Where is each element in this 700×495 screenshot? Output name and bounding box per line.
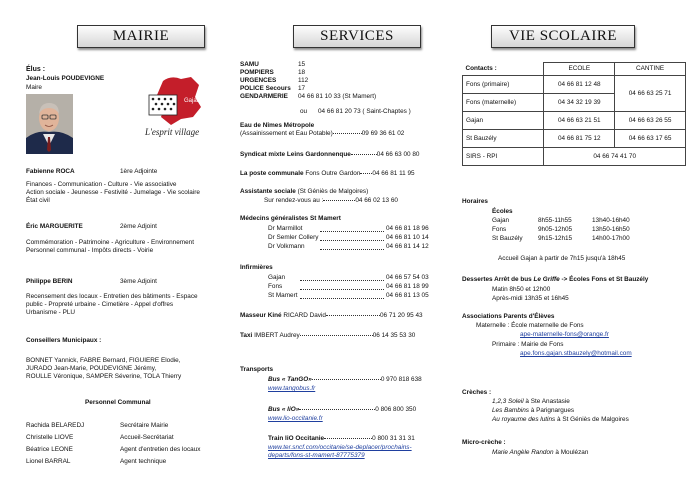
horaire-pm: 13h50-16h50	[592, 226, 630, 233]
transports-title: Transports	[240, 366, 274, 373]
table-row	[463, 76, 686, 94]
kine-label: Masseur Kiné	[240, 312, 282, 319]
creche-location: à Parignargues	[530, 407, 575, 414]
emergency-number: 04 66 81 10 33 (St Mamert)	[298, 93, 377, 100]
adj3-role: 3ème Adjoint	[120, 278, 157, 285]
personnel-role: Agent d'entretien des locaux	[120, 446, 201, 453]
train-url[interactable]: www.ter.sncf.com/occitanie/se-deplacer/prochains-	[268, 444, 412, 451]
infirmiere-name: St Mamert	[268, 292, 298, 299]
gendarmerie-number-2: 04 66 81 20 73 ( Saint-Chaptes )	[318, 108, 411, 115]
medecin-name: Dr Marmillot	[268, 225, 303, 232]
ecoles-title: Écoles	[492, 208, 513, 215]
maire-name: Jean-Louis POUDEVIGNE	[26, 75, 105, 82]
emergency-number: 112	[298, 77, 309, 84]
creche-name: Au royaume des lutins	[492, 416, 556, 423]
parents-maternelle: Maternelle : École maternelle de Fons	[476, 322, 584, 329]
dessertes-title	[462, 276, 648, 284]
ecole-number: 04 66 81 12 48	[544, 76, 615, 94]
horaires-title: Horaires	[462, 198, 488, 205]
eau-number: 09 69 36 61 02	[361, 130, 405, 137]
emergency-label: POLICE Secours	[240, 85, 291, 92]
adj3-duty: Recensement des locaux - Entretien des bâtiments - Espace	[26, 293, 198, 300]
emergency-number: 17	[298, 85, 306, 92]
creche-3	[492, 416, 629, 424]
medecin-number: 04 66 81 18 96	[386, 225, 429, 232]
micro-creche-title: Micro-crèche :	[462, 439, 506, 446]
personnel-role: Agent technique	[120, 458, 167, 465]
train-label: Train liO Occitanie	[268, 435, 325, 442]
assistante-row	[240, 188, 368, 196]
taxi-label: Taxi	[240, 332, 253, 339]
table-row	[463, 130, 686, 148]
bus1-label: Bus « TanGO»	[268, 376, 312, 383]
assistante-label: Assistante sociale	[240, 188, 296, 195]
poste-row	[240, 170, 415, 178]
emergency-number: 18	[298, 69, 306, 76]
medecins-title: Médecins généralistes St Mamert	[240, 215, 341, 222]
syndicat-label: Syndicat mixte Leins Gardonnenque	[240, 151, 351, 158]
personnel-title: Personnel Communal	[85, 399, 151, 406]
bus1-number: 0 970 818 638	[380, 376, 422, 383]
adj2-name: Éric MARGUERITE	[26, 223, 83, 230]
conseillers-line: JURADO Jean-Marie, POUDEVIGNE Jérémy,	[26, 365, 157, 372]
kine-row	[240, 312, 423, 320]
contacts-title: Contacts :	[463, 63, 544, 76]
medecin-number: 04 66 81 14 12	[386, 243, 429, 250]
horaire-place: Fons	[492, 226, 507, 233]
fons-cantine-number: 04 66 63 25 71	[615, 76, 686, 112]
dessertes-apres-midi: Après-midi 13h35 et 16h45	[492, 295, 569, 302]
kine-number: 06 71 20 95 43	[379, 312, 423, 319]
horaire-am: 9h05-12h05	[538, 226, 573, 233]
infirmiere-number: 04 66 81 18 99	[386, 283, 429, 290]
poste-sub: Fons Outre Gardon	[305, 170, 361, 177]
personnel-name: Christelle LIOVE	[26, 434, 74, 441]
table-header-row	[463, 63, 686, 76]
poste-number: 04 66 81 11 95	[372, 170, 415, 177]
maire-role: Maire	[26, 84, 42, 91]
medecin-row	[268, 225, 302, 233]
syndicat-row	[240, 151, 419, 159]
medecin-number: 04 66 81 10 14	[386, 234, 429, 241]
personnel-name: Béatrice LEONE	[26, 446, 73, 453]
medecin-name: Dr Volkmann	[268, 243, 305, 250]
emergency-label: GENDARMERIE	[240, 93, 288, 100]
creche-location: à St Géniès de Malgoires	[557, 416, 629, 423]
emergency-number: 15	[298, 61, 306, 68]
creche-2	[492, 407, 574, 415]
ecole-number: 04 66 63 21 51	[544, 112, 615, 130]
personnel-role: Secrétaire Mairie	[120, 422, 169, 429]
eau-label	[240, 130, 404, 138]
row-label: Fons (maternelle)	[463, 94, 544, 112]
bus2-row	[268, 406, 416, 414]
bus2-label: Bus « liO»	[268, 406, 300, 413]
emergency-label: SAMU	[240, 61, 259, 68]
table-row	[463, 112, 686, 130]
horaire-pm: 13h40-16h40	[592, 217, 630, 224]
row-label: Fons (primaire)	[463, 76, 544, 94]
creche-name: 1,2,3 Soleil	[492, 398, 524, 405]
accueil-text: Accueil Gajan à partir de 7h15 jusqu'à 18h45	[498, 255, 626, 262]
poste-label: La poste communale	[240, 170, 304, 177]
infirmiere-name: Gajan	[268, 274, 286, 281]
ecole-number: 04 66 81 75 12	[544, 130, 615, 148]
medecin-name: Dr Semler Collery	[268, 234, 319, 241]
horaire-place: Gajan	[492, 217, 510, 224]
elus-title: Élus :	[26, 66, 46, 73]
table-row	[463, 148, 686, 166]
parents-title: Associations Parents d'Élèves	[462, 313, 555, 320]
mairie-header: MAIRIE	[77, 25, 205, 48]
parents-maternelle-email[interactable]: ape-maternelle-fons@orange.fr	[520, 331, 609, 338]
cantine-number: 04 66 63 17 65	[615, 130, 686, 148]
taxi-name: IMBERT Audrey	[254, 332, 300, 339]
horaire-am: 8h55-11h55	[538, 217, 572, 224]
eau-sub: (Assainissement et Eau Potable)	[240, 130, 333, 137]
horaire-am: 9h15-12h15	[538, 235, 573, 242]
assistante-number: 04 66 02 13 60	[355, 197, 398, 204]
adj1-duty: Finances - Communication - Culture - Vie associative	[26, 181, 177, 188]
adj1-name: Fabienne ROCA	[26, 168, 75, 175]
medecin-row	[268, 234, 318, 242]
dessertes-b: Le Griffe	[533, 276, 560, 283]
maire-photo	[26, 94, 73, 154]
adj2-role: 2ème Adjoint	[120, 223, 157, 230]
parents-primaire-email[interactable]: ape.fons.gajan.stbauzely@hotmail.com	[520, 350, 632, 357]
taxi-row	[240, 332, 415, 340]
bus2-number: 0 806 800 350	[375, 406, 417, 413]
gajan-logo	[143, 73, 213, 143]
taxi-number: 06 14 35 53 30	[372, 332, 416, 339]
assistante-sub: (St Géniès de Malgoires)	[297, 188, 369, 195]
logo-slogan: L'esprit village	[145, 127, 200, 137]
creche-location: à Ste Anastasie	[525, 398, 570, 405]
kine-name: RICARD David	[283, 312, 326, 319]
infirmiere-number: 04 66 81 13 05	[386, 292, 429, 299]
horaire-place: St Bauzély	[492, 235, 523, 242]
creche-1	[492, 398, 570, 406]
row-label: Gajan	[463, 112, 544, 130]
services-header: SERVICES	[293, 25, 421, 48]
bus2-url[interactable]: www.lio-occitanie.fr	[268, 415, 323, 422]
dessertes-a: Dessertes Arrêt de bus	[462, 276, 532, 283]
creches-title: Crèches :	[462, 389, 492, 396]
sirs-number: 04 66 74 41 70	[544, 148, 686, 166]
adj2-duty: Personnel communal - Impôts directs - Voirie	[26, 247, 154, 254]
gendarmerie-or: ou	[300, 108, 308, 115]
personnel-name: Rachida BELAREDJ	[26, 422, 85, 429]
infirmiere-number: 04 66 57 54 03	[386, 274, 429, 281]
micro-creche-name: Marie Angèle Randon	[492, 449, 554, 456]
train-number: 0 800 31 31 31	[372, 435, 415, 442]
conseillers-line: BONNET Yannick, FABRE Bernard, FIGUIERE Elodie,	[26, 357, 181, 364]
col-ecole: ECOLE	[544, 63, 615, 76]
row-label: St Bauzély	[463, 130, 544, 148]
micro-creche	[492, 449, 588, 457]
syndicat-number: 04 66 63 00 80	[376, 151, 420, 158]
bus1-row	[268, 376, 422, 384]
medecin-row	[268, 243, 305, 251]
infirmieres-title: Infirmières	[240, 264, 273, 271]
col-cantine: CANTINE	[615, 63, 686, 76]
ecole-number: 04 34 32 19 39	[544, 94, 615, 112]
parents-primaire: Primaire : Mairie de Fons	[492, 341, 564, 348]
adj1-duty: Action sociale - Jeunesse - Festivité - Jumelage - Vie scolaire	[26, 189, 200, 196]
row-label: SIRS - RPI	[463, 148, 544, 166]
bus1-url[interactable]: www.tangobus.fr	[268, 385, 316, 392]
horaire-pm: 14h00-17h00	[592, 235, 630, 242]
infirmiere-name: Fons	[268, 283, 283, 290]
micro-creche-location: à Moulézan	[555, 449, 589, 456]
assistante-rdv-row	[264, 197, 398, 205]
vie-scolaire-header: VIE SCOLAIRE	[491, 25, 635, 48]
dessertes-matin: Matin 8h50 et 12h00	[492, 286, 551, 293]
train-row	[268, 435, 415, 443]
emergency-label: URGENCES	[240, 77, 277, 84]
contacts-table	[462, 62, 686, 166]
personnel-name: Lionel BARRAL	[26, 458, 71, 465]
logo-text: Gajan	[184, 98, 201, 104]
conseillers-line: ROULLE Véronique, SAMPER Séverine, TOLA Thierry	[26, 373, 182, 380]
adj1-duty: État civil	[26, 197, 50, 204]
adj3-duty: Urbanisme - PLU	[26, 309, 76, 316]
adj2-duty: Commémoration - Patrimoine - Agriculture - Environnement	[26, 239, 194, 246]
eau-title: Eau de Nîmes Métropole	[240, 122, 315, 129]
adj3-duty: public - Propreté urbaine - Cimetière - Appel d'offres	[26, 301, 174, 308]
personnel-role: Accueil-Secrétariat	[120, 434, 174, 441]
train-url[interactable]: departs/fons-st-mamert-87775379	[268, 452, 365, 459]
emergency-label: POMPIERS	[240, 69, 274, 76]
conseillers-title: Conseillers Municipaux :	[26, 337, 102, 344]
cantine-number: 04 66 63 26 55	[615, 112, 686, 130]
adj1-role: 1ère Adjointe	[120, 168, 158, 175]
creche-name: Les Bambins	[492, 407, 529, 414]
adj3-name: Philippe BERIN	[26, 278, 73, 285]
assistante-rdv: Sur rendez-vous au :	[264, 197, 324, 204]
dessertes-c: -> Écoles Fons et St Bauzély	[561, 276, 649, 283]
